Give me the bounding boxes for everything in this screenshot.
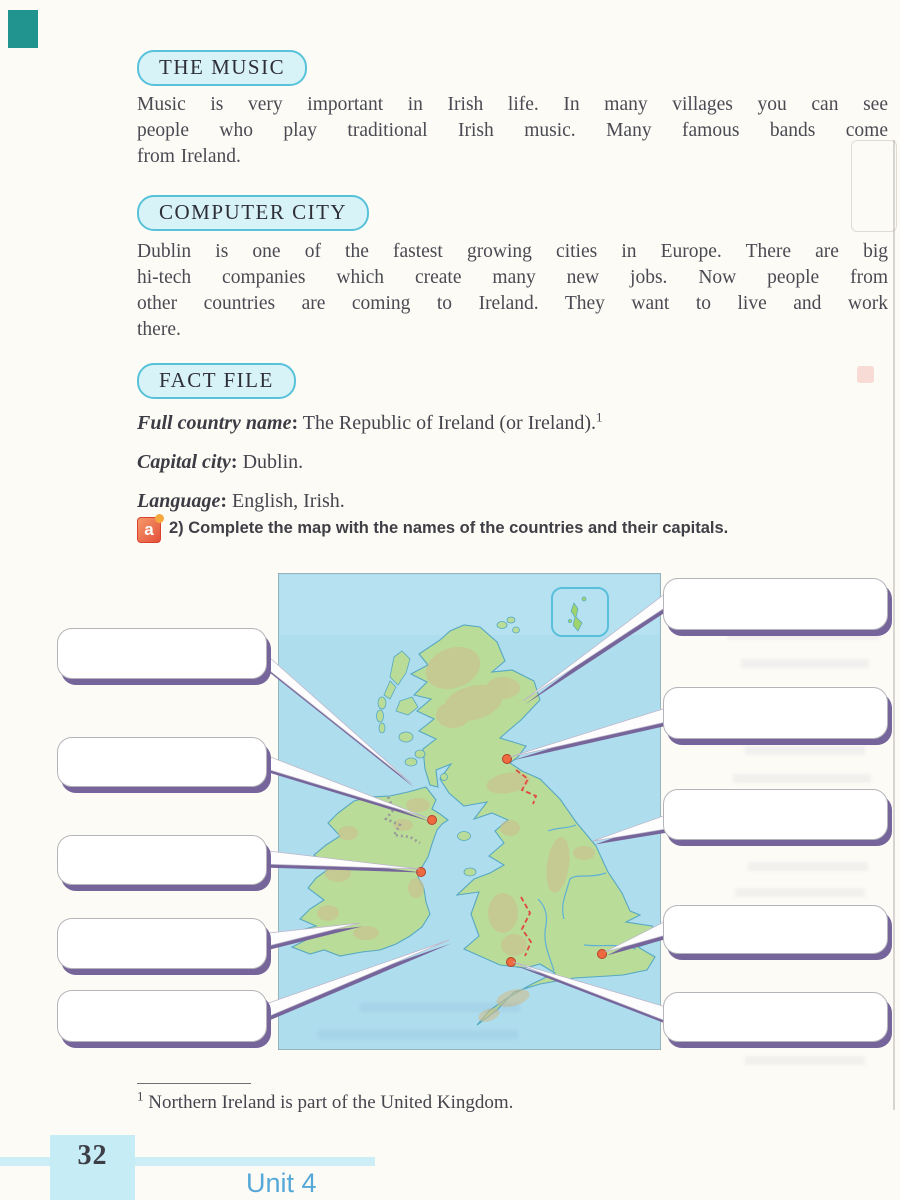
- footnote-marker: 1: [137, 1088, 144, 1104]
- showthrough-text: [748, 862, 868, 871]
- text-line: Music is very important in Irish life. In many villages you can see: [137, 94, 888, 115]
- activity-book-a-icon: [137, 517, 161, 543]
- map-blank-label-box-left-1[interactable]: [57, 628, 267, 679]
- colon: :: [220, 490, 228, 512]
- fact-entry: [137, 482, 888, 521]
- heading-text: FACT FILE: [159, 368, 274, 392]
- fact-label: Capital city: [137, 451, 231, 473]
- map-blank-label-box-right-4[interactable]: [663, 905, 888, 954]
- footnote-marker: 1: [596, 409, 603, 425]
- fact-entry: [137, 443, 888, 482]
- fact-value: English, Irish.: [227, 490, 345, 512]
- colon: :: [230, 451, 238, 473]
- fact-entry: [137, 404, 888, 443]
- text-line: Dublin is one of the fastest growing cities in Europe. There are big: [137, 241, 888, 262]
- text-line: people who play traditional Irish music. Many famous bands come: [137, 120, 888, 141]
- text-line: other countries are coming to Ireland. They want to live and work: [137, 293, 888, 314]
- fact-label: Full country name: [137, 412, 292, 434]
- capital-dot-belfast: [428, 816, 437, 825]
- heading-text: COMPUTER CITY: [159, 200, 348, 224]
- map-blank-label-box-left-3[interactable]: [57, 835, 267, 885]
- footnote: [137, 1088, 837, 1114]
- map-british-isles: [278, 573, 661, 1050]
- showthrough-text: [318, 1030, 518, 1039]
- fact-label: Language: [137, 490, 221, 512]
- paragraph-music: [137, 94, 888, 172]
- capital-dot-london: [598, 950, 607, 959]
- map-blank-label-box-left-5[interactable]: [57, 990, 267, 1042]
- map-blank-label-box-right-3[interactable]: [663, 789, 888, 840]
- text-line: there.: [137, 319, 181, 340]
- map-blank-label-box-right-2[interactable]: [663, 687, 888, 739]
- unit-edge-tab: [8, 10, 38, 48]
- map-blank-label-box-left-2[interactable]: [57, 737, 267, 787]
- section-heading-the-music: [137, 50, 307, 86]
- section-heading-fact-file: [137, 363, 296, 399]
- heading-text: THE MUSIC: [159, 55, 286, 79]
- capital-dot-edinburgh: [503, 755, 512, 764]
- fact-file-list: [137, 404, 888, 521]
- footnote-text: Northern Ireland is part of the United Kingdom.: [143, 1092, 514, 1113]
- capital-dot-dublin: [417, 868, 426, 877]
- showthrough-icon: [857, 366, 874, 383]
- showthrough-box: [851, 140, 897, 232]
- map-blank-label-box-right-1[interactable]: [663, 578, 888, 630]
- showthrough-text: [360, 1003, 520, 1012]
- footnote-rule: [137, 1083, 251, 1084]
- paragraph-computer-city: [137, 241, 888, 345]
- page-number: 32: [77, 1140, 108, 1171]
- capital-dot-cardiff: [507, 958, 516, 967]
- section-heading-computer-city: [137, 195, 369, 231]
- colon: :: [291, 412, 299, 434]
- map-svg: [278, 573, 661, 1050]
- fact-value: Dublin.: [237, 451, 304, 473]
- map-blank-label-box-left-4[interactable]: [57, 918, 267, 969]
- showthrough-text: [733, 774, 871, 783]
- text-line: from Ireland.: [137, 146, 241, 167]
- showthrough-text: [745, 746, 865, 755]
- showthrough-text: [727, 631, 879, 640]
- text-line: hi-tech companies which create many new jobs. Now people from: [137, 267, 888, 288]
- activity-icon-letter: a: [144, 520, 154, 539]
- map-blank-label-box-right-5[interactable]: [663, 992, 888, 1042]
- exercise-instruction: 2) Complete the map with the names of the countries and their capitals.: [169, 519, 729, 537]
- unit-label: Unit 4: [246, 1168, 317, 1198]
- page-edge-line: [893, 140, 895, 1110]
- showthrough-text: [735, 888, 865, 897]
- showthrough-text: [741, 659, 869, 668]
- fact-value: The Republic of Ireland (or Ireland).: [298, 412, 596, 434]
- showthrough-text: [745, 1056, 865, 1065]
